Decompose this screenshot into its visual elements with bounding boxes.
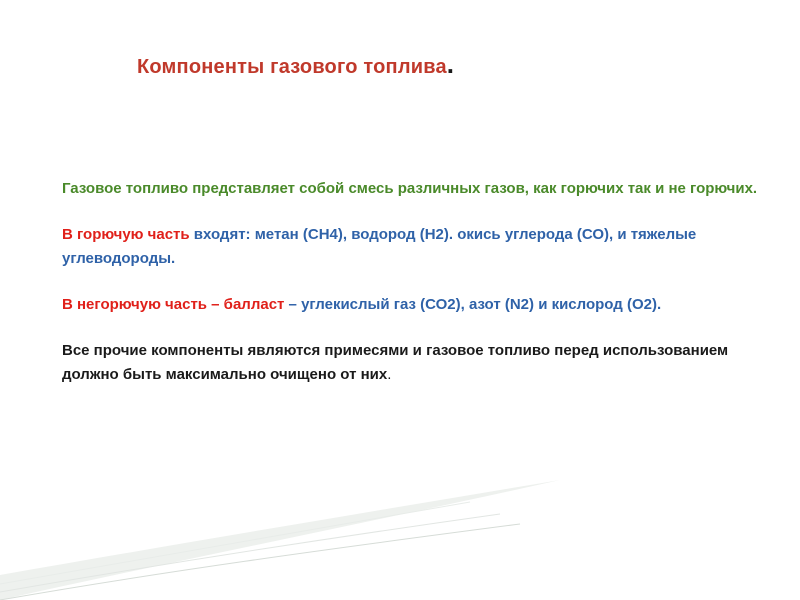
- title-text: Компоненты газового топлива: [137, 56, 447, 78]
- paragraph-noncombustible: [62, 293, 762, 317]
- noncombustible-rest: – углекислый газ (СО2), азот (N2) и кислород (О2).: [284, 296, 662, 313]
- impurities-text: Все прочие компоненты являются примесями и газовое топливо перед использованием должно быть максимально очищено от них: [62, 342, 729, 383]
- slide-title: [137, 49, 455, 79]
- paragraph-description: [62, 177, 762, 201]
- paragraph-combustible: [62, 223, 762, 271]
- description-text: Газовое топливо представляет собой смесь различных газов, как горючих так и не горючих.: [62, 180, 758, 197]
- paragraph-impurities: [62, 339, 762, 387]
- title-dot: .: [446, 49, 455, 79]
- decorative-stripes: [0, 480, 800, 600]
- slide-body: [62, 177, 762, 387]
- combustible-lead: В горючую часть: [62, 226, 190, 243]
- noncombustible-lead: В негорючую часть – балласт: [62, 296, 285, 313]
- combustible-rest: входят: метан (СН4), водород (Н2). окись углерода (СО), и тяжелые углеводороды.: [62, 226, 697, 267]
- impurities-trail: .: [387, 366, 394, 383]
